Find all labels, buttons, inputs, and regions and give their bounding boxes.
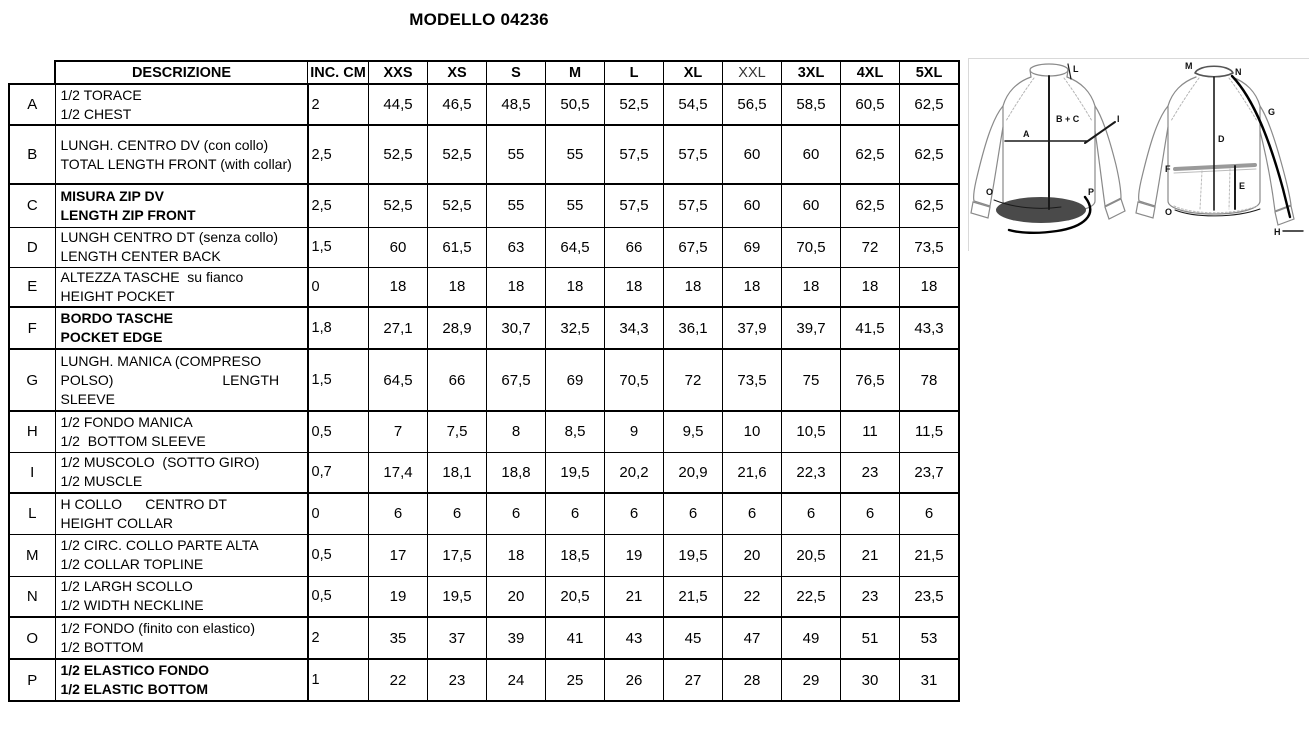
- back-label-F: F: [1165, 164, 1171, 174]
- size-value-4xl: 18: [841, 267, 900, 307]
- size-value-s: 8: [487, 411, 546, 452]
- size-value-5xl: 62,5: [900, 184, 960, 227]
- size-value-l: 19: [605, 534, 664, 576]
- description-line: MISURA ZIP DV: [60, 187, 164, 204]
- size-value-xs: 19,5: [428, 576, 487, 617]
- header-xxl: XXL: [723, 61, 782, 84]
- table-row-A: [9, 84, 959, 125]
- row-description: [55, 493, 308, 534]
- size-value-xl: 72: [664, 349, 723, 411]
- header-4xl: 4XL: [841, 61, 900, 84]
- size-value-3xl: 75: [782, 349, 841, 411]
- description-line: 1/2 COLLAR TOPLINE: [60, 556, 204, 572]
- size-value-l: 66: [605, 227, 664, 267]
- size-value-xxl: 60: [723, 125, 782, 184]
- size-value-4xl: 21: [841, 534, 900, 576]
- row-description: [55, 534, 308, 576]
- header-xl: XL: [664, 61, 723, 84]
- size-value-l: 57,5: [605, 125, 664, 184]
- size-chart-header: [9, 61, 959, 84]
- row-description: [55, 267, 308, 307]
- table-row-N: [9, 576, 959, 617]
- size-value-m: 18: [546, 267, 605, 307]
- front-hem-shade: [996, 197, 1086, 223]
- size-value-m: 50,5: [546, 84, 605, 125]
- row-letter: E: [9, 267, 55, 307]
- size-value-3xl: 10,5: [782, 411, 841, 452]
- size-value-xs: 7,5: [428, 411, 487, 452]
- size-value-s: 20: [487, 576, 546, 617]
- inc-cm-value: 1: [308, 659, 369, 701]
- size-value-5xl: 62,5: [900, 84, 960, 125]
- size-value-xxs: 17: [369, 534, 428, 576]
- inc-cm-value: 2: [308, 617, 369, 659]
- inc-cm-value: 2,5: [308, 125, 369, 184]
- description-line: LENGTH CENTER BACK: [60, 248, 221, 264]
- size-value-m: 19,5: [546, 452, 605, 493]
- size-value-xxl: 47: [723, 617, 782, 659]
- row-letter: C: [9, 184, 55, 227]
- row-description: [55, 659, 308, 701]
- size-value-s: 30,7: [487, 307, 546, 349]
- size-value-3xl: 6: [782, 493, 841, 534]
- size-value-s: 55: [487, 125, 546, 184]
- size-value-m: 8,5: [546, 411, 605, 452]
- description-line: LUNGH CENTRO DT (senza collo): [60, 229, 279, 245]
- size-value-xl: 57,5: [664, 125, 723, 184]
- description-line: 1/2 LARGH SCOLLO: [60, 578, 193, 595]
- size-value-l: 26: [605, 659, 664, 701]
- size-value-xxl: 60: [723, 184, 782, 227]
- header-xs: XS: [428, 61, 487, 84]
- row-letter: M: [9, 534, 55, 576]
- inc-cm-value: 1,8: [308, 307, 369, 349]
- description-line: POLSO) LENGTH: [60, 371, 280, 388]
- size-value-xs: 18,1: [428, 452, 487, 493]
- inc-cm-value: 0,7: [308, 452, 369, 493]
- size-value-m: 32,5: [546, 307, 605, 349]
- size-value-s: 24: [487, 659, 546, 701]
- size-value-xs: 66: [428, 349, 487, 411]
- size-value-m: 18,5: [546, 534, 605, 576]
- size-value-3xl: 60: [782, 184, 841, 227]
- size-value-4xl: 30: [841, 659, 900, 701]
- size-value-xxl: 73,5: [723, 349, 782, 411]
- front-label-I: I: [1117, 114, 1120, 124]
- size-value-5xl: 21,5: [900, 534, 960, 576]
- front-label-P: P: [1088, 187, 1095, 197]
- size-value-l: 20,2: [605, 452, 664, 493]
- size-value-xxs: 22: [369, 659, 428, 701]
- size-value-4xl: 41,5: [841, 307, 900, 349]
- table-row-E: [9, 267, 959, 307]
- header-5xl: 5XL: [900, 61, 960, 84]
- size-value-xl: 6: [664, 493, 723, 534]
- size-value-5xl: 11,5: [900, 411, 960, 452]
- description-line: 1/2 MUSCLE: [60, 473, 143, 490]
- row-description: [55, 125, 308, 184]
- size-value-xxl: 22: [723, 576, 782, 617]
- size-chart-body: [9, 84, 959, 701]
- inc-cm-value: 0,5: [308, 534, 369, 576]
- size-value-4xl: 62,5: [841, 125, 900, 184]
- description-line: POCKET EDGE: [60, 329, 163, 345]
- size-value-3xl: 58,5: [782, 84, 841, 125]
- table-row-P: [9, 659, 959, 701]
- row-letter: I: [9, 452, 55, 493]
- front-label-A: A: [1023, 129, 1030, 139]
- size-value-l: 34,3: [605, 307, 664, 349]
- size-value-xs: 61,5: [428, 227, 487, 267]
- description-line: 1/2 ELASTICO FONDO: [60, 662, 210, 678]
- description-line: TOTAL LENGTH FRONT (with collar): [60, 155, 292, 172]
- size-value-l: 6: [605, 493, 664, 534]
- description-line: 1/2 BOTTOM SLEEVE: [60, 432, 206, 449]
- jersey-technical-drawing: [969, 59, 1309, 251]
- size-value-s: 6: [487, 493, 546, 534]
- size-value-3xl: 18: [782, 267, 841, 307]
- size-value-xxs: 27,1: [369, 307, 428, 349]
- garment-diagram: [968, 58, 1309, 251]
- size-value-s: 18: [487, 534, 546, 576]
- size-value-xl: 36,1: [664, 307, 723, 349]
- back-label-M: M: [1185, 61, 1193, 71]
- size-value-5xl: 62,5: [900, 125, 960, 184]
- size-value-xxl: 20: [723, 534, 782, 576]
- description-line: ALTEZZA TASCHE su fianco: [60, 268, 244, 285]
- size-value-l: 43: [605, 617, 664, 659]
- size-value-l: 57,5: [605, 184, 664, 227]
- size-value-xl: 20,9: [664, 452, 723, 493]
- size-value-xl: 21,5: [664, 576, 723, 617]
- description-line: 1/2 TORACE: [60, 86, 142, 103]
- row-letter: A: [9, 84, 55, 125]
- table-row-H: [9, 411, 959, 452]
- header-l: L: [605, 61, 664, 84]
- size-value-5xl: 43,3: [900, 307, 960, 349]
- inc-cm-value: 2,5: [308, 184, 369, 227]
- header-3xl: 3XL: [782, 61, 841, 84]
- size-value-4xl: 51: [841, 617, 900, 659]
- description-line: 1/2 BOTTOM: [60, 639, 144, 655]
- size-value-xxs: 19: [369, 576, 428, 617]
- inc-cm-value: 0,5: [308, 411, 369, 452]
- table-row-G: [9, 349, 959, 411]
- size-value-4xl: 60,5: [841, 84, 900, 125]
- inc-cm-value: 1,5: [308, 227, 369, 267]
- row-description: [55, 411, 308, 452]
- size-value-3xl: 60: [782, 125, 841, 184]
- size-value-m: 25: [546, 659, 605, 701]
- size-value-xxs: 6: [369, 493, 428, 534]
- jersey-front-view: [971, 64, 1125, 233]
- size-value-5xl: 6: [900, 493, 960, 534]
- description-line: 1/2 CIRC. COLLO PARTE ALTA: [60, 537, 259, 553]
- size-value-xs: 52,5: [428, 184, 487, 227]
- description-line: H COLLO CENTRO DT: [60, 495, 227, 512]
- description-line: LUNGH. CENTRO DV (con collo): [60, 136, 269, 153]
- size-value-xs: 18: [428, 267, 487, 307]
- size-value-xl: 27: [664, 659, 723, 701]
- description-line: 1/2 FONDO (finito con elastico): [60, 620, 256, 636]
- size-value-xs: 37: [428, 617, 487, 659]
- size-value-5xl: 18: [900, 267, 960, 307]
- row-letter: G: [9, 349, 55, 411]
- size-value-3xl: 49: [782, 617, 841, 659]
- size-value-s: 48,5: [487, 84, 546, 125]
- size-value-xxs: 60: [369, 227, 428, 267]
- inc-cm-value: 2: [308, 84, 369, 125]
- size-value-4xl: 23: [841, 576, 900, 617]
- size-value-xl: 18: [664, 267, 723, 307]
- size-value-s: 39: [487, 617, 546, 659]
- table-row-C: [9, 184, 959, 227]
- table-row-D: [9, 227, 959, 267]
- size-chart-table: [8, 60, 960, 702]
- size-value-3xl: 39,7: [782, 307, 841, 349]
- description-line: 1/2 WIDTH NECKLINE: [60, 597, 204, 614]
- description-line: 1/2 FONDO MANICA: [60, 413, 193, 430]
- size-value-m: 6: [546, 493, 605, 534]
- size-value-4xl: 6: [841, 493, 900, 534]
- size-value-xs: 6: [428, 493, 487, 534]
- size-value-5xl: 23,7: [900, 452, 960, 493]
- back-label-D: D: [1218, 134, 1225, 144]
- back-label-G: G: [1268, 107, 1276, 117]
- header-inc-cm: INC. CM: [308, 61, 369, 84]
- table-row-L: [9, 493, 959, 534]
- description-line: HEIGHT POCKET: [60, 287, 175, 304]
- size-value-4xl: 62,5: [841, 184, 900, 227]
- size-value-5xl: 78: [900, 349, 960, 411]
- inc-cm-value: 0,5: [308, 576, 369, 617]
- row-letter: B: [9, 125, 55, 184]
- size-value-xxs: 35: [369, 617, 428, 659]
- size-value-m: 64,5: [546, 227, 605, 267]
- size-value-xl: 19,5: [664, 534, 723, 576]
- back-label-E: E: [1239, 181, 1246, 191]
- header-s: S: [487, 61, 546, 84]
- back-label-H: H: [1274, 227, 1281, 237]
- row-description: [55, 184, 308, 227]
- description-line: 1/2 ELASTIC BOTTOM: [60, 681, 209, 697]
- jersey-back-view: [1136, 66, 1303, 231]
- size-value-xs: 46,5: [428, 84, 487, 125]
- size-value-xxl: 10: [723, 411, 782, 452]
- size-value-xxl: 6: [723, 493, 782, 534]
- front-label-L: L: [1073, 64, 1079, 74]
- size-value-xxl: 18: [723, 267, 782, 307]
- table-row-F: [9, 307, 959, 349]
- size-value-xxl: 69: [723, 227, 782, 267]
- size-value-s: 63: [487, 227, 546, 267]
- size-value-xxl: 37,9: [723, 307, 782, 349]
- row-description: [55, 576, 308, 617]
- inc-cm-value: 0: [308, 493, 369, 534]
- size-value-l: 18: [605, 267, 664, 307]
- size-value-s: 18: [487, 267, 546, 307]
- description-line: LUNGH. MANICA (COMPRESO: [60, 352, 262, 369]
- size-value-m: 41: [546, 617, 605, 659]
- size-value-xl: 57,5: [664, 184, 723, 227]
- row-letter: P: [9, 659, 55, 701]
- size-value-xxs: 18: [369, 267, 428, 307]
- size-value-s: 55: [487, 184, 546, 227]
- size-value-xxs: 52,5: [369, 184, 428, 227]
- size-value-4xl: 11: [841, 411, 900, 452]
- back-label-N: N: [1235, 67, 1242, 77]
- size-value-m: 55: [546, 184, 605, 227]
- size-value-5xl: 23,5: [900, 576, 960, 617]
- size-value-5xl: 53: [900, 617, 960, 659]
- row-letter: H: [9, 411, 55, 452]
- row-description: [55, 617, 308, 659]
- size-value-4xl: 23: [841, 452, 900, 493]
- header-descrizione: DESCRIZIONE: [55, 61, 308, 84]
- description-line: SLEEVE: [60, 390, 115, 407]
- size-value-l: 9: [605, 411, 664, 452]
- back-label-O: O: [1165, 207, 1173, 217]
- page-title: MODELLO 04236: [409, 10, 549, 29]
- size-value-xxs: 7: [369, 411, 428, 452]
- row-description: [55, 227, 308, 267]
- size-value-xxs: 64,5: [369, 349, 428, 411]
- header-xxs: XXS: [369, 61, 428, 84]
- inc-cm-value: 1,5: [308, 349, 369, 411]
- row-letter: N: [9, 576, 55, 617]
- table-row-O: [9, 617, 959, 659]
- size-value-4xl: 72: [841, 227, 900, 267]
- size-value-s: 67,5: [487, 349, 546, 411]
- size-value-xl: 45: [664, 617, 723, 659]
- table-row-B: [9, 125, 959, 184]
- inc-cm-value: 0: [308, 267, 369, 307]
- size-value-xs: 28,9: [428, 307, 487, 349]
- size-value-5xl: 73,5: [900, 227, 960, 267]
- size-value-s: 18,8: [487, 452, 546, 493]
- size-value-xxs: 52,5: [369, 125, 428, 184]
- table-row-M: [9, 534, 959, 576]
- description-line: 1/2 CHEST: [60, 105, 132, 122]
- row-letter: L: [9, 493, 55, 534]
- size-value-3xl: 29: [782, 659, 841, 701]
- size-value-3xl: 22,3: [782, 452, 841, 493]
- size-value-l: 52,5: [605, 84, 664, 125]
- size-value-xxl: 28: [723, 659, 782, 701]
- front-label-BC: B + C: [1056, 114, 1080, 124]
- description-line: LENGTH ZIP FRONT: [60, 206, 196, 223]
- description-line: 1/2 MUSCOLO (SOTTO GIRO): [60, 454, 260, 471]
- size-value-xl: 67,5: [664, 227, 723, 267]
- size-value-l: 70,5: [605, 349, 664, 411]
- size-value-xs: 17,5: [428, 534, 487, 576]
- header-corner-cell: [9, 61, 55, 84]
- row-letter: F: [9, 307, 55, 349]
- row-description: [55, 452, 308, 493]
- size-value-4xl: 76,5: [841, 349, 900, 411]
- size-value-3xl: 70,5: [782, 227, 841, 267]
- size-value-l: 21: [605, 576, 664, 617]
- row-description: [55, 84, 308, 125]
- header-m: M: [546, 61, 605, 84]
- size-value-m: 69: [546, 349, 605, 411]
- row-description: [55, 349, 308, 411]
- table-row-I: [9, 452, 959, 493]
- row-description: [55, 307, 308, 349]
- row-letter: D: [9, 227, 55, 267]
- size-value-xxs: 17,4: [369, 452, 428, 493]
- header-row: [9, 61, 959, 84]
- size-value-5xl: 31: [900, 659, 960, 701]
- front-label-O: O: [986, 187, 994, 197]
- size-value-xxl: 56,5: [723, 84, 782, 125]
- size-value-3xl: 22,5: [782, 576, 841, 617]
- size-value-xxs: 44,5: [369, 84, 428, 125]
- size-value-xs: 52,5: [428, 125, 487, 184]
- size-value-m: 20,5: [546, 576, 605, 617]
- size-value-3xl: 20,5: [782, 534, 841, 576]
- row-letter: O: [9, 617, 55, 659]
- size-value-xl: 54,5: [664, 84, 723, 125]
- size-value-m: 55: [546, 125, 605, 184]
- size-value-xs: 23: [428, 659, 487, 701]
- description-line: HEIGHT COLLAR: [60, 514, 174, 531]
- size-value-xxl: 21,6: [723, 452, 782, 493]
- size-value-xl: 9,5: [664, 411, 723, 452]
- description-line: BORDO TASCHE: [60, 310, 174, 326]
